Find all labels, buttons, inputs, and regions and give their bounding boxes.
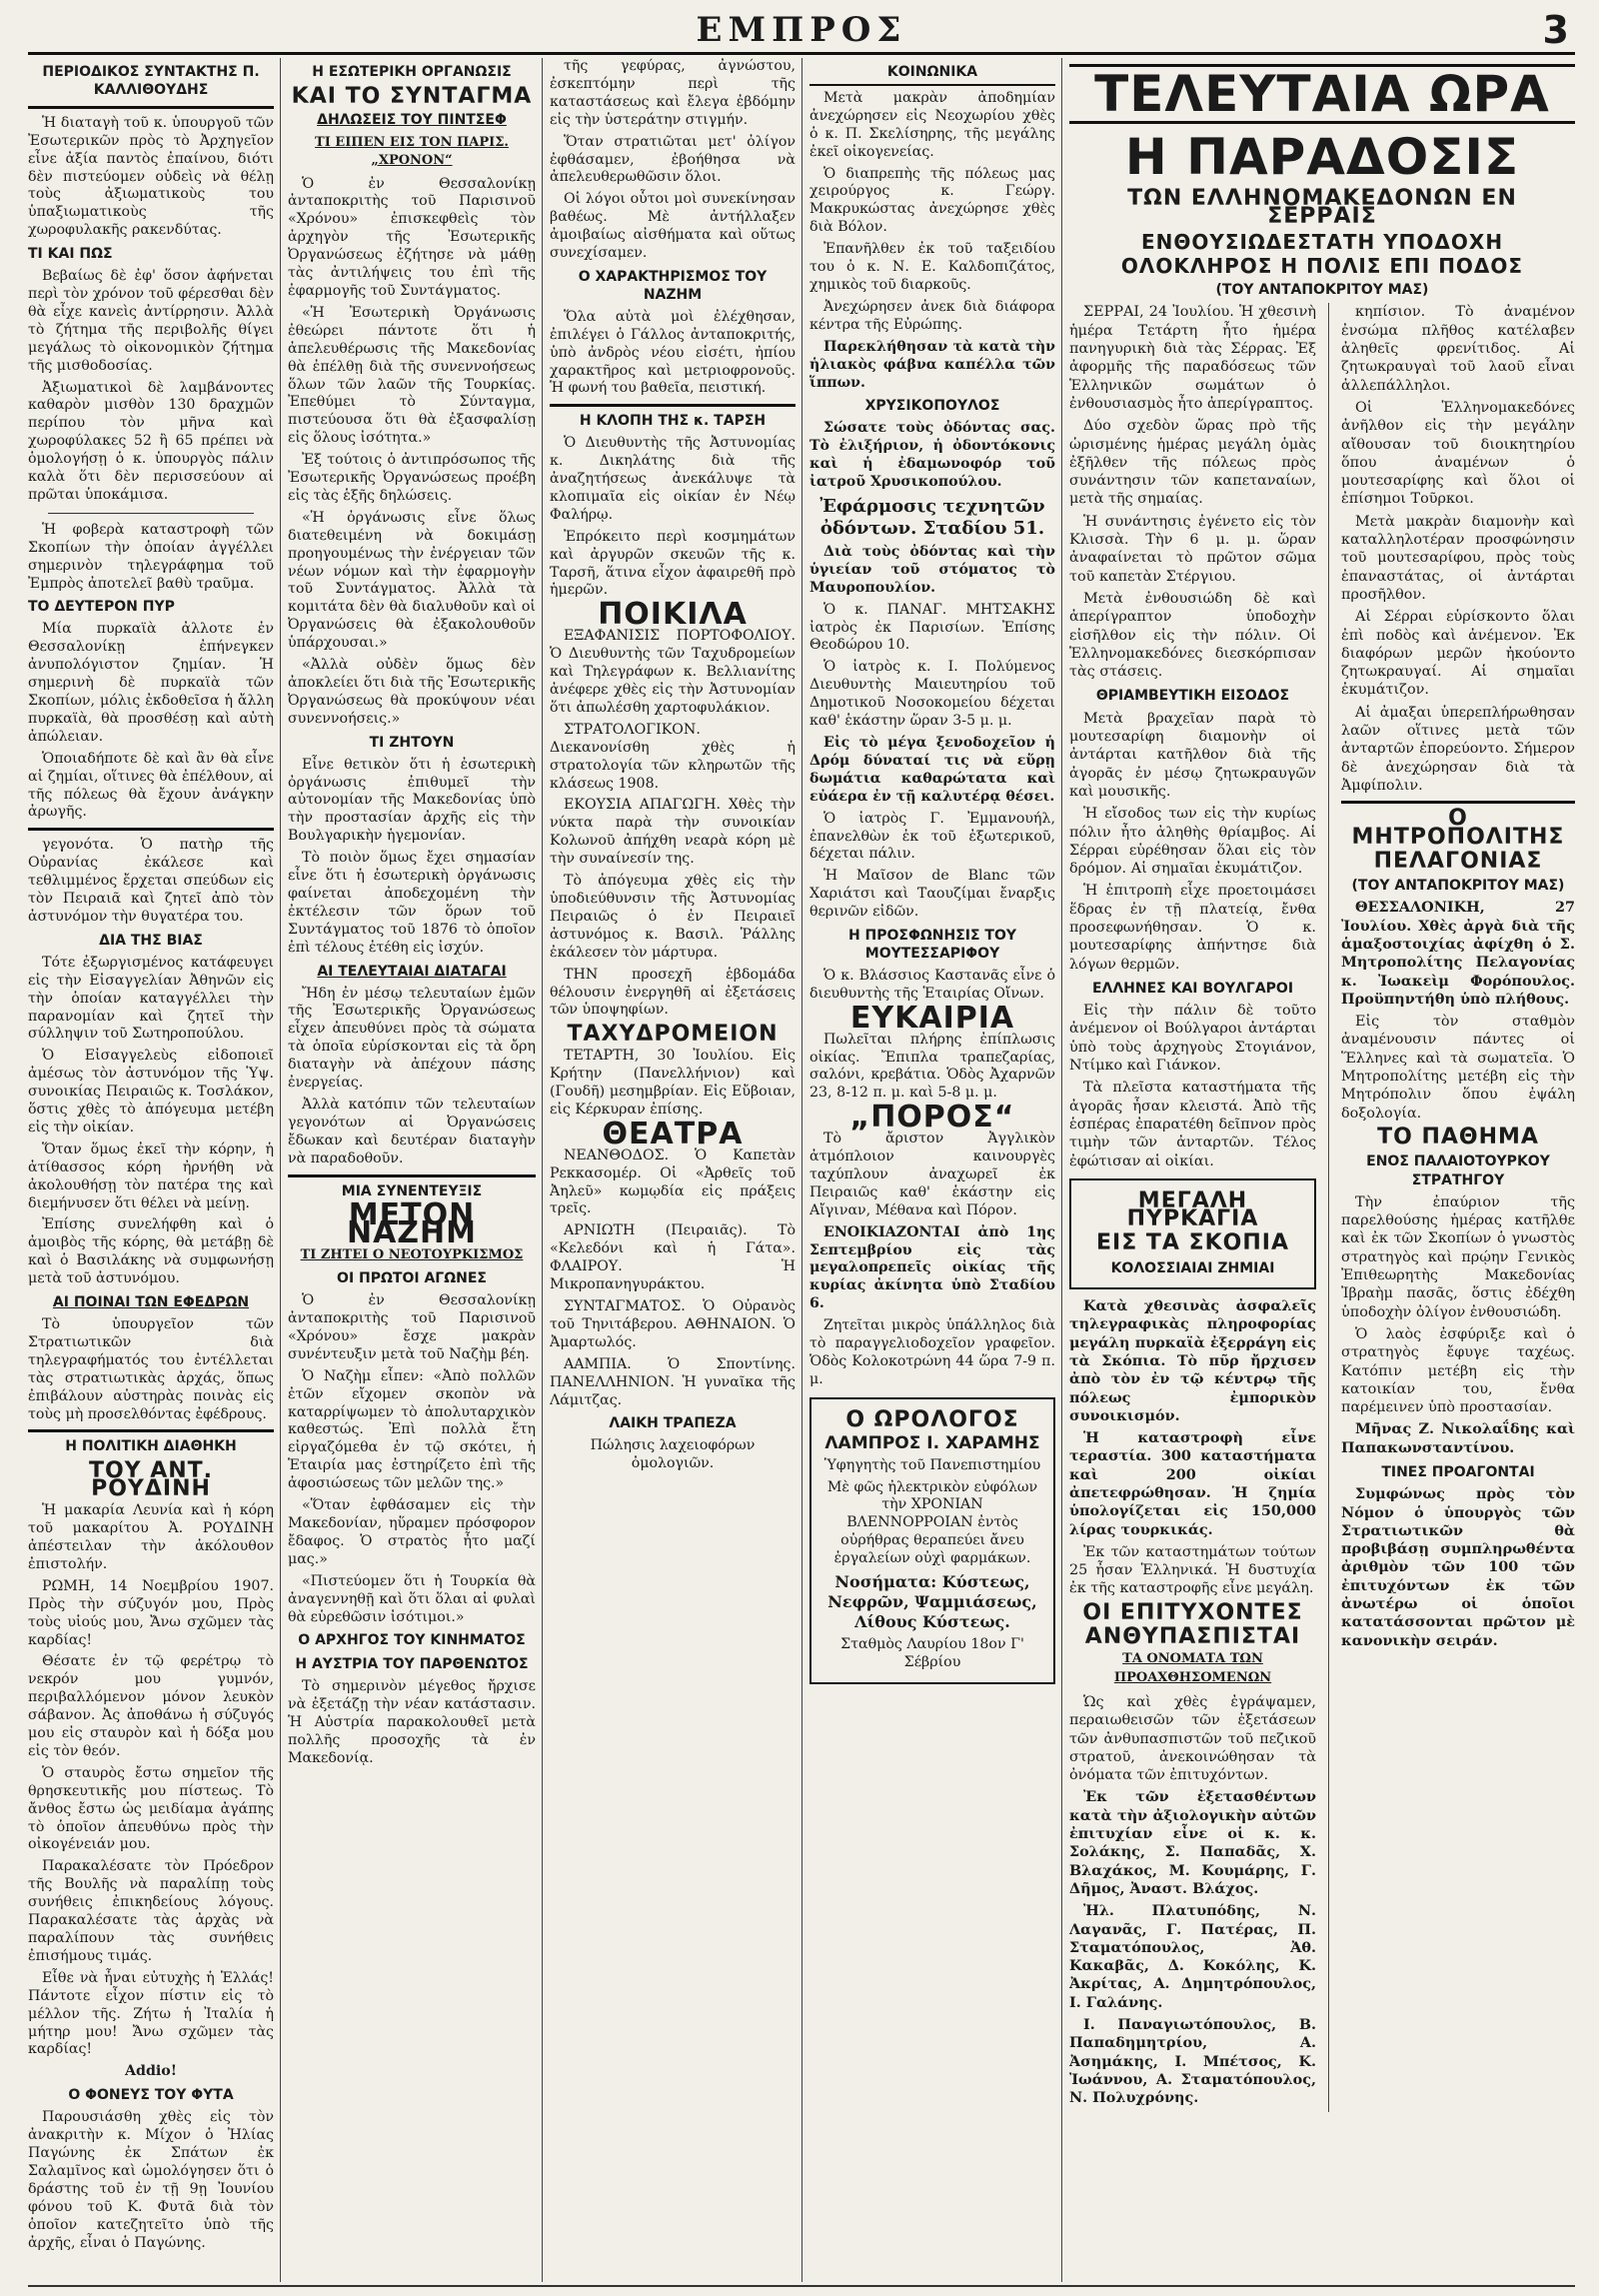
advert-text: Νοσήματα: Κύστεως, Νεφρῶν, Ψαμμιάσεως, Λίθους Κύστεως. bbox=[827, 1572, 1037, 1632]
article-paragraph: Ἀνεχώρησεν ἀνεκ διὰ διάφορα κέντρα τῆς Εὐρώπης. bbox=[809, 298, 1055, 333]
article-paragraph: ΣΤΡΑΤΟΛΟΓΙΚΟΝ. Διεκανονίσθη χθὲς ἡ στρατολογία τῶν κληρωτῶν τῆς κλάσεως 1908. bbox=[550, 721, 796, 792]
article-heading: Ο ΜΗΤΡΟΠΟΛΙΤΗΣ bbox=[1351, 806, 1565, 850]
article-paragraph: Δύο σχεδὸν ὥρας πρὸ τῆς ὡρισμένης ἡμέρας μεγάλη ὁμὰς ἐξῆλθεν τῆς πόλεως πρὸς συνάντησιν τῶν καπεταναίων, μετὰ τῆς σημαίας. bbox=[1069, 418, 1316, 508]
article-paragraph: ΤΕΤΑΡΤΗ, 30 Ἰουλίου. Εἰς Κρήτην (Πανελλήνιον) καὶ (Γουδῆ) μεσημβρίαν. Εἰς Εὔβοιαν, εἰς Κέρκυραν ἐπίσης. bbox=[550, 1048, 796, 1118]
article-paragraph: ΕΚΟΥΣΙΑ ΑΠΑΓΩΓΗ. Χθὲς τὴν νύκτα παρὰ τὴν συνοικίαν Κολωνοῦ ἀπήχθη νεαρὰ κόρη μὲ τὴν συναίνεσίν της. bbox=[550, 797, 796, 868]
article-paragraph: Συμφώνως πρὸς τὸν Νόμον ὁ ὑπουργὸς τῶν Στρατιωτικῶν θὰ προβιβάσῃ συμπληρωθέντα ἀριθμὸν τῶν 100 τῶν ἐπιτυχόντων ἐκ τῶν ἀνωτέρω οἱ ὁποῖοι κατατάσσονται πρῶτον μὲ κανονικὴν σειράν. bbox=[1341, 1485, 1575, 1649]
advert-text: Ὑφηγητὴς τοῦ Πανεπιστημίου bbox=[823, 1456, 1041, 1473]
advert-text: Εἰς τὸ μέγα ξενοδοχεῖον ἡ Δρόμ δύναταί τις νὰ εὕρῃ δωμάτια καθαρώτατα καὶ εὐάερα ἐν τῇ καλυτέρᾳ θέσει. bbox=[809, 735, 1055, 805]
article-subheading: ΤΙ ΖΗΤΕΙ Ο ΝΕΟΤΟΥΡΚΙΣΜΟΣ bbox=[300, 1247, 524, 1263]
advert-text: Ὁ κ. ΠΑΝΑΓ. ΜΗΤΣΑΚΗΣ ἰατρὸς ἐκ Παρισίων. Ἐπίσης Θεοδώρου 10. bbox=[809, 601, 1055, 654]
article-paragraph: Αἱ ἀμαξαι ὑπερεπλήρωθησαν λαῶν οἵτινες μετὰ τῶν ἀνταρτῶν ἐπορεύοντο. Σήμερον δὲ ἀνεχώρησαν διὰ τὰ Ἀμφίπολιν. bbox=[1341, 704, 1575, 794]
masthead bbox=[28, 8, 1575, 55]
article-heading: Η ΠΟΛΙΤΙΚΗ ΔΙΑΘΗΚΗ bbox=[65, 1438, 237, 1455]
article-paragraph: Μία πυρκαϊὰ ἀλλοτε ἐν Θεσσαλονίκῃ ἐπήνεγκεν ἀνυπολόγιστον ζημίαν. Ἡ σημερινὴ δὲ πυρκαϊὰ τῶν Σκοπίων, μόλις ἐκδοθεῖσα ἡ ἄλλη πυρκαϊὰ, θὰ προσθέσῃ καὶ αὐτὴ ἀπώλειαν. bbox=[28, 621, 274, 745]
article-paragraph: Τὸ ἀπόγευμα χθὲς εἰς τὴν ὑποδιεύθυνσιν τῆς Ἀστυνομίας Πειραιῶς ὁ ἐν Πειραιεῖ ἀστυνόμος κ. Βασιλ. Ῥάλλης ἐκάλεσεν τὸν μάρτυρα. bbox=[550, 873, 796, 961]
article-paragraph: «Ἀλλὰ οὐδὲν ὅμως δὲν ἀποκλείει ὅτι διὰ τῆς Ἐσωτερικῆς Ὀργανώσεως θὰ προκύψουν νέαι συνεννοήσεις.» bbox=[288, 657, 536, 727]
byline: (ΤΟΥ ΑΝΤΑΠΟΚΡΙΤΟΥ ΜΑΣ) bbox=[1351, 878, 1565, 895]
divider bbox=[28, 1429, 274, 1432]
advert-heading: „ΠΟΡΟΣ“ bbox=[849, 1100, 1015, 1136]
article-heading: ΕΙΣ ΤΑ ΣΚΟΠΙΑ bbox=[1096, 1230, 1289, 1256]
article-heading: Η ΑΥΣΤΡΙΑ ΤΟΥ ΠΑΡΘΕΝΩΤΟΣ bbox=[295, 1656, 529, 1673]
article-paragraph: Ὁ λαὸς ἐσφύριξε καὶ ὁ στρατηγὸς ἔφυγε ταχέως. Κατόπιν μετέβη εἰς τὴν κατοικίαν του, ἔνθα παρέμεινεν ὑπὸ προστασίαν. bbox=[1341, 1325, 1575, 1416]
article-paragraph: ΘΕΣΣΑΛΟΝΙΚΗ, 27 Ἰουλίου. Χθὲς ἀργὰ διὰ τῆς ἁμαξοστοιχίας ἀφίχθη ὁ Σ. Μητροπολίτης Πελαγονίας κ. Ἰωακεὶμ Φορόπουλος. Προϋπηντήθη ὑπὸ πλήθους. bbox=[1341, 899, 1575, 1008]
article-paragraph: Ἡ καταστροφὴ εἶνε τεραστία. 300 καταστήματα καὶ 200 οἰκίαι ἀπετεφρώθησαν. Ἡ ζημία ὑπολογίζεται εἰς 150,000 λίρας τουρκικάς. bbox=[1069, 1429, 1316, 1538]
headline: Η ΠΑΡΑΔΟΣΙΣ bbox=[1124, 128, 1520, 186]
divider bbox=[1341, 801, 1575, 804]
article-paragraph: ΕΞΑΦΑΝΙΣΙΣ ΠΟΡΤΟΦΟΛΙΟΥ. Ὁ Διευθυντὴς τῶν Ταχυδρομείων καὶ Τηλεγράφων κ. Βελλιανίτης ἀνέφερε χθὲς εἰς τὴν Ἀστυνομίαν ὅτι ἀπωλέσθη χαρτοφυλάκιον. bbox=[550, 628, 796, 716]
article-paragraph: ΤΗΝ προσεχῆ ἑβδομάδα θέλουσιν ἐνεργηθῆ αἱ ἐξετάσεις τῶν ὑποψηφίων. bbox=[550, 966, 796, 1019]
article-paragraph: Ἡ ἐπιτροπὴ εἶχε προετοιμάσει ἕδρας ἐν τῇ πλατείᾳ, ἔνθα προσεφωνήθησαν. Ὁ κ. μουτεσαρίφης ἀπήντησε διὰ λόγων θερμῶν. bbox=[1069, 883, 1316, 973]
article-heading: ΤΟΥ ΑΝΤ. ΡΟΥΔΙΝΗ bbox=[88, 1458, 214, 1502]
bottom-rule bbox=[28, 2285, 1575, 2287]
advert-heading: ΧΡΥΣΙΚΟΠΟΥΛΟΣ bbox=[864, 398, 1000, 415]
section-heading: ΘΕΑΤΡΑ bbox=[602, 1116, 744, 1151]
article-subheading: ΕΝΟΣ ΠΑΛΑΙΟΤΟΥΡΚΟΥ ΣΤΡΑΤΗΓΟΥ bbox=[1366, 1153, 1550, 1188]
article-paragraph: Αἱ Σέρραι εὑρίσκοντο ὅλαι ἐπὶ ποδὸς καὶ ἀνέμενον. Ἐκ διαφόρων μερῶν ἠκούοντο ζητωκραυγαί. Αἱ σημαῖαι ἐκυμάτιζον. bbox=[1341, 609, 1575, 699]
section-heading: ΠΟΙΚΙΛΑ bbox=[598, 597, 748, 633]
article-paragraph: Ἡ εἴσοδος των εἰς τὴν κυρίως πόλιν ἦτο ἀληθὴς θρίαμβος. Αἱ Σέρραι εὑρέθησαν ὅλαι εἰς τὸν δρόμον. Αἱ σημαῖαι ἐκυμάτιζον. bbox=[1069, 806, 1316, 878]
column-rule bbox=[542, 58, 543, 2282]
article-paragraph: Ἡ φοβερὰ καταστροφὴ τῶν Σκοπίων τὴν ὁποίαν ἀγγέλλει σημερινὸν τηλεγράφημα τοῦ Ἐμπρὸς ἀποτελεῖ βαθὺ τραῦμα. bbox=[28, 521, 274, 592]
article-paragraph: Εἰς τὴν πάλιν δὲ τοῦτο ἀνέμενον οἱ Βούλγαροι ἀντάρται ὑπὸ τοὺς ἀρχηγοὺς Στογιάνον, Ντίμκο καὶ Γιάνκον. bbox=[1069, 1003, 1316, 1075]
section-heading: ΤΑΧΥΔΡΟΜΕΙΟΝ bbox=[567, 1022, 779, 1048]
article-paragraph: Ἐπίσης συνελήφθη καὶ ὁ ἀμοιβὸς τῆς κόρης, θὰ μετάβῃ δὲ καὶ ὁ Βασιλάκης νὰ συμφωνήσῃ μετὰ τοῦ ἀστυνόμου. bbox=[28, 1216, 274, 1287]
article-paragraph: Εἶνε θετικὸν ὅτι ἡ ἐσωτερικὴ ὀργάνωσις ἐπιθυμεῖ τὴν αὐτονομίαν τῆς Μακεδονίας ὑπὸ τὴν προστασίαν ἀρχῆς εἰς τὴν Βουλγαρικὴν ἡγεμονίαν. bbox=[288, 756, 536, 845]
article-heading: ΜΙΑ ΣΥΝΕΝΤΕΥΞΙΣ bbox=[341, 1182, 483, 1199]
article-heading: ΜΕΤΟΝ ΝΑΖΗΜ bbox=[346, 1197, 478, 1251]
article-paragraph: Τὸ ποιὸν ὅμως ἔχει σημασίαν εἶνε ὅτι ἡ ἐσωτερικὴ ὀργάνωσις φαίνεται ἀποδεχομένη τὴν ἐκτέλεσιν τῶν ὅρων τοῦ Συντάγματος τοῦ 1876 τὸ ὁποῖον ἐπὶ τέλους ἐτέθη εἰς ἰσχύν. bbox=[288, 850, 536, 956]
advert-heading: Ο ΩΡΟΛΟΓΟΣ bbox=[845, 1406, 1019, 1432]
column-rule bbox=[1061, 58, 1062, 2282]
section-banner: ΤΕΛΕΥΤΑΙΑ ΩΡΑ bbox=[1069, 64, 1575, 124]
article-paragraph: Ὁποιαδήποτε δὲ καὶ ἂν θὰ εἶνε αἱ ζημίαι, οἵτινες θὰ ἐπέλθουν, αἱ τῆς πόλεως θὰ ἔχουν ἀνάγκην ἀρωγῆς. bbox=[28, 750, 274, 821]
article-paragraph: Ὁ Εἰσαγγελεὺς εἰδοποιεῖ ἀμέσως τὸν ἀστυνόμον τῆς Ὑψ. συνοικίας Πειραιῶς κ. Τοσλάκον, ὅστις χθὲς τὸ ἀπόγευμα μετέβη εἰς τὴν οἰκίαν. bbox=[28, 1048, 274, 1136]
article-paragraph: ΡΩΜΗ, 14 Νοεμβρίου 1907. Πρὸς τὴν σύζυγόν μου, Πρὸς τοὺς υἱούς μου, Ἄνω σχῶμεν τὰς καρδίας! bbox=[28, 1577, 274, 1648]
article-paragraph: Ἠλ. Πλατυπόδης, Ν. Λαγανᾶς, Γ. Πατέρας, Π. Σταματόπουλος, Ἀθ. Κακαβᾶς, Δ. Κοκόλης, Κ. Ἀκρίτας, Α. Δημητρόπουλος, Ι. Γαλάνης. bbox=[1069, 1902, 1316, 2011]
article-paragraph: ΝΕΑΝΘΟΔΟΣ. Ὁ Καπετὰν Ρεκκασομέρ. Οἱ «Ἀρθεῖς τοῦ Ἀηλεῦ» κωμῳδία εἰς πράξεις τρεῖς. bbox=[550, 1147, 796, 1217]
article-box bbox=[1069, 1178, 1316, 1289]
article-paragraph: Ἐκ τῶν ἐξετασθέντων κατὰ τὴν ἀξιολογικὴν αὐτῶν ἐπιτυχίαν εἶνε οἱ κ. κ. Σολάκης, Σ. Παπαδᾶς, Χ. Βλαχάκος, Μ. Κουμάρης, Γ. Δῆμος, Ἀναστ. Βλάχος. bbox=[1069, 1788, 1316, 1897]
article-heading: ΤΟ ΔΕΥΤΕΡΟΝ ΠΥΡ bbox=[28, 599, 175, 616]
subcolumn-right bbox=[1341, 303, 1575, 2111]
article-paragraph: Μῆνας Ζ. Νικολαΐδης καὶ Παπακωνσταντίνου. bbox=[1341, 1420, 1575, 1456]
column-rule bbox=[801, 58, 802, 2282]
article-subheading: ΚΟΛΟΣΣΙΑΙΑΙ ΖΗΜΙΑΙ bbox=[1110, 1259, 1275, 1276]
advert-text: Σώσατε τοὺς ὀδόντας σας. Τὸ ἐλιξήριον, ἡ ὀδοντόκονις καὶ ἡ ἐδαμωνοφόρ τοῦ ἰατροῦ Χρυσικοπούλου. bbox=[809, 420, 1055, 491]
article-paragraph: Εἶθε νὰ ἦναι εὐτυχὴς ἡ Ἑλλάς! Πάντοτε εἶχον πίστιν εἰς τὸ μέλλον τῆς. Ζήτω ἡ Ἰταλία ἡ μήτηρ μου! Ἄνω σχῶμεν τὰς καρδίας! bbox=[28, 1969, 274, 2058]
article-paragraph: Τὸ σημερινὸν μέγεθος ἤρχισε νὰ ἐξετάζῃ τὴν νέαν κατάστασιν. Ἡ Αὐστρία παρακολουθεῖ μετὰ πολλῆς προσοχῆς τὰ ἐν Μακεδονίᾳ. bbox=[288, 1678, 536, 1766]
column-1 bbox=[28, 58, 274, 2282]
article-paragraph: Ἐπρόκειτο περὶ κοσμημάτων καὶ ἀργυρῶν σκευῶν τῆς κ. Ταρσῆ, ἅτινα εἶχον ἀφαιρεθῆ πρὸ ἡμερῶν. bbox=[550, 528, 796, 599]
article-paragraph: Εἰς τὸν σταθμὸν ἀναμένουσιν πάντες οἱ Ἕλληνες καὶ τὰ σωματεῖα. Ὁ Μητροπολίτης μετέβη εἰς τὴν Μητρόπολιν ὅπου ἐψάλη δοξολογία. bbox=[1341, 1014, 1575, 1122]
byline: (ΤΟΥ ΑΝΤΑΠΟΚΡΙΤΟΥ ΜΑΣ) bbox=[1215, 282, 1429, 299]
article-heading: ΕΛΛΗΝΕΣ ΚΑΙ ΒΟΥΛΓΑΡΟΙ bbox=[1091, 980, 1294, 997]
article-heading: ΠΕΡΙΟΔΙΚΟΣ ΣΥΝΤΑΚΤΗΣ Π. ΚΑΛΛΙΘΟΥΔΗΣ bbox=[42, 64, 260, 98]
subcolumn-left bbox=[1069, 303, 1316, 2111]
kicker: ΤΙ ΚΑΙ ΠΩΣ bbox=[28, 246, 113, 263]
article-paragraph: Κατὰ χθεσινὰς ἀσφαλεῖς τηλεγραφικὰς πληροφορίας μεγάλη πυρκαϊὰ ἐξερράγη εἰς τὰ Σκόπια. Τὸ πῦρ ἤρχισεν ἀπὸ τὸν ἐν τῷ κέντρῳ τῆς πόλεως ἐμπορικὸν συνοικισμόν. bbox=[1069, 1297, 1316, 1424]
article-paragraph: Μετὰ βραχεῖαν παρὰ τὸ μουτεσαρίφη διαμονὴν οἱ ἀντάρται κατῆλθον διὰ τῆς ἀγορᾶς ἐν μέσῳ ζητωκραυγῶν καὶ μουσικῆς. bbox=[1069, 710, 1316, 800]
headline-subtitle: ΕΝΘΟΥΣΙΩΔΕΣΤΑΤΗ ΥΠΟΔΟΧΗ bbox=[1140, 229, 1504, 254]
article-heading: ΟΙ ΕΠΙΤΥΧΟΝΤΕΣ bbox=[1082, 1599, 1303, 1625]
advert-text: ΕΝΟΙΚΙΑΖΟΝΤΑΙ ἀπὸ 1ης Σεπτεμβρίου εἰς τὰς μεγαλοπρεπεῖς οἰκίας τῆς κυρίας ἀκίνητα ὑπὸ Σταδίου 6. bbox=[809, 1223, 1055, 1312]
advert-box bbox=[809, 1397, 1055, 1684]
article-subheading: ΤΑ ΟΝΟΜΑΤΑ ΤΩΝ ΠΡΟΑΧΘΗΣΟΜΕΝΩΝ bbox=[1113, 1651, 1272, 1685]
article-paragraph: ΑΑΜΠΙΑ. Ὁ Σποντίνης. ΠΑΝΕΛΛΗΝΙΟΝ. Ἡ γυναῖκα τῆς Λάμιτζας. bbox=[550, 1355, 796, 1408]
article-paragraph: Ἡ μακαρία Λευνία καὶ ἡ κόρη τοῦ μακαρίτου Ἀ. ΡΟΥΔΙΝΗ ἀπέστειλαν τὴν ἀκόλουθον ἐπιστολήν. bbox=[28, 1502, 274, 1572]
column-2 bbox=[288, 58, 536, 2282]
article-paragraph: τῆς γεφύρας, ἀγνώστου, ἐσκεπτόμην περὶ τῆς καταστάσεως καὶ ἔλεγα ἐβδόμην εἰς τὴν ὑστεράτην στιγμήν. bbox=[550, 58, 796, 128]
divider bbox=[28, 828, 274, 831]
two-column-article bbox=[1069, 303, 1575, 2111]
article-paragraph: Παρουσιάσθη χθὲς εἰς τὸν ἀνακριτὴν κ. Μίχον ὁ Ἠλίας Παγώνης ἐκ Σπάτων ἐκ Σαλαμῖνος καὶ ὡμολόγησεν ὅτι ὁ δράστης τοῦ ἐν τῇ 9ῃ Ἰουνίου φόνου τοῦ Κ. Φυτᾶ διὰ τὸν ὁποῖον κατεζητεῖτο ὑπὸ τῆς ἀρχῆς, εἶναι ὁ Παγώνης. bbox=[28, 2109, 274, 2251]
headline-subtitle: ΟΛΟΚΛΗΡΟΣ Η ΠΟΛΙΣ ΕΠΙ ΠΟΔΟΣ bbox=[1120, 253, 1524, 278]
advert-heading: ΛΑΜΠΡΟΣ Ι. ΧΑΡΑΜΗΣ bbox=[824, 1432, 1040, 1453]
section-heading: ΛΑΙΚΗ ΤΡΑΠΕΖΑ bbox=[609, 1415, 737, 1432]
article-paragraph: Ὁ σταυρὸς ἔστω σημεῖον τῆς θρησκευτικῆς μου πίστεως. Τὸ ἄνθος ἔστω ὡς μειδίαμα ἀγάπης τὸ ὁποῖον ἀπευθύνω πρὸς τὴν οἰκογένειάν μου. bbox=[28, 1764, 274, 1853]
divider bbox=[550, 404, 796, 407]
article-paragraph: Παρεκλήθησαν τὰ κατὰ τὴν ἡλιακὸς φάβνα καπέλλα τῶν ἵππων. bbox=[809, 338, 1055, 391]
article-paragraph: γεγονότα. Ὁ πατὴρ τῆς Οὐρανίας ἐκάλεσε καὶ τεθλιμμένος ἔρχεται σπεύδων εἰς τὸν Πειραιᾶ καὶ ζητεῖ ἀπὸ τὸν ἀστυνόμον τὴν θυγατέρα του. bbox=[28, 837, 274, 925]
article-heading: Ο ΑΡΧΗΓΟΣ ΤΟΥ ΚΙΝΗΜΑΤΟΣ bbox=[298, 1632, 526, 1649]
article-paragraph: Τὴν ἐπαύριον τῆς παρελθούσης ἡμέρας κατῆλθε καὶ ἐκ τῶν Σκοπίων ὁ γνωστὸς στρατηγὸς καὶ πρῴην Γενικὸς Ἐπιθεωρητὴς Μακεδονίας Ἰβραὴμ πασᾶς, ὅστις ἐδέχθη ὑποδοχὴν ὀλίγον ἐνθουσιώδη. bbox=[1341, 1193, 1575, 1320]
article-paragraph: Ὅταν ὅμως ἐκεῖ τὴν κόρην, ἡ ἀτίθασσος κόρη ἠρνήθη νὰ ἀκολουθήσῃ τὸν πατέρα της καὶ διεμήνυσεν ὅτι θέλει νὰ μείνῃ. bbox=[28, 1141, 274, 1211]
column-5 bbox=[1069, 58, 1575, 2282]
article-subheading: ΟΙ ΠΡΩΤΟΙ ΑΓΩΝΕΣ bbox=[337, 1270, 487, 1287]
column-rule bbox=[280, 58, 281, 2282]
article-paragraph: Τότε ἐξωργισμένος κατάφευγει εἰς τὴν Εἰσαγγελίαν Ἀθηνῶν εἰς τὴν ὁποίαν καταγγέλλει τὴν παρανομίαν καὶ ζητεῖ τὴν σύλληψιν τοῦ Σωτηροπούλου. bbox=[28, 954, 274, 1043]
page-number: 3 bbox=[1542, 8, 1569, 52]
article-subheading: ΤΙ ΕΙΠΕΝ ΕΙΣ ΤΟΝ ΠΑΡΙΣ. „ΧΡΟΝΟΝ“ bbox=[315, 134, 509, 168]
article-paragraph: Ὁ Διευθυντὴς τῆς Ἀστυνομίας κ. Δικηλάτης διὰ τῆς ἀναζητήσεως ἀνεκάλυψε τὰ κλοπιμαῖα εἰς οἰκίαν ἐν Νέῳ Φαλήρῳ. bbox=[550, 435, 796, 523]
article-heading: Ο ΧΑΡΑΚΤΗΡΙΣΜΟΣ ΤΟΥ ΝΑΖΗΜ bbox=[578, 268, 768, 303]
advert-text: Ὁ ἰατρὸς κ. Ι. Πολύμενος Διευθυντὴς Μαιευτηρίου τοῦ Δημοτικοῦ Νοσοκομείου δέχεται καθ' ἑκάστην ὥραν 3-5 μ. μ. bbox=[809, 659, 1055, 730]
article-heading: ΤΙ ΖΗΤΟΥΝ bbox=[369, 734, 455, 751]
article-paragraph: «Ὅταν ἐφθάσαμεν εἰς τὴν Μακεδονίαν, ηὕραμεν πρόσφορον ἔδαφος. Ὁ στρατὸς ἦτο μαζί μας.» bbox=[288, 1497, 536, 1567]
article-paragraph: Ὁ ἐν Θεσσαλονίκῃ ἀνταποκριτὴς τοῦ Παρισινοῦ «Χρόνου» ἔσχε μακρὰν συνέντευξιν μετὰ τοῦ Ναζὴμ βέη. bbox=[288, 1292, 536, 1362]
article-heading: ΑΝΘΥΠΑΣΠΙΣΤΑΙ bbox=[1084, 1624, 1301, 1650]
newspaper-title: ΕΜΠΡΟΣ bbox=[696, 10, 907, 50]
article-subheading: ΔΗΛΩΣΕΙΣ ΤΟΥ ΠΙΝΤΣΕΦ bbox=[317, 111, 507, 128]
advert-text: Τὸ ἄριστον Ἀγγλικὸν ἀτμόπλοιον καινουργὲς ταχύπλουν ἀναχωρεῖ ἐκ Πειραιῶς καθ' ἑκάστην εἰς Αἴγιναν, Μέθανα καὶ Πόρον. bbox=[809, 1131, 1055, 1218]
article-paragraph: Οἱ Ἑλληνομακεδόνες ἀνῆλθον εἰς τὴν μεγάλην αἴθουσαν τοῦ διοικητηρίου ὅπου ἀναμένων ὁ μουτεσαρίφης καὶ ὅλοι οἱ ἐπίσημοι Τοῦρκοι. bbox=[1341, 399, 1575, 508]
article-heading: Η ΚΛΟΠΗ ΤΗΣ κ. ΤΑΡΣΗ bbox=[579, 413, 767, 430]
advert-text: Σταθμὸς Λαυρίου 18ον Γ' Σέβρίου bbox=[840, 1636, 1024, 1670]
article-paragraph: Ι. Παναγιωτόπουλος, Β. Παπαδημητρίου, Α. Ἀσημάκης, Ι. Μπέτσος, Κ. Ἰωάννου, Α. Σταματόπουλος, Ν. Πολυχρόνης. bbox=[1069, 2016, 1316, 2107]
article-paragraph: Ἐπανῆλθεν ἐκ τοῦ ταξειδίου του ὁ κ. Ν. Ε. Καλδοπιζάτος, χημικὸς τοῦ διαρκοῦς. bbox=[809, 241, 1055, 293]
article-paragraph: Τὸ ὑπουργεῖον τῶν Στρατιωτικῶν διὰ τηλεγραφήματός του ἐντέλλεται τὰς στρατιωτικὰς ἀρχάς, ὅπως ἐπιβάλουν αὐστηρὰς ποινὰς εἰς τοὺς μὴ προσελθόντας ἐφέδρους. bbox=[28, 1316, 274, 1422]
article-paragraph: Ὅταν στρατιῶται μετ' ὀλίγον ἐφθάσαμεν, ἐβοήθησα νὰ ἀπελευθερωθῶσιν ὅλοι. bbox=[550, 133, 796, 186]
advert-text: Πωλεῖται πλήρης ἐπίπλωσις οἰκίας. Ἔπιπλα τραπεζαρίας, σαλόνι, κρεβάτια. Ὁδὸς Ἀχαρνῶν 23, 8-12 π. μ. καὶ 5-8 μ. μ. bbox=[809, 1031, 1055, 1102]
article-paragraph: ΑΡΝΙΩΤΗ (Πειραιᾶς). Τὸ «Κελεδόνι καὶ ἡ Γάτα». ΦΛΑΙΡΟΥ. Ἡ Μικροπανηγυράκτου. bbox=[550, 1222, 796, 1293]
article-heading: Η ΕΣΩΤΕΡΙΚΗ ΟΡΓΑΝΩΣΙΣ bbox=[312, 64, 512, 80]
article-paragraph: Ἤδη ἐν μέσῳ τελευταίων ἐμῶν τῆς Ἐσωτερικῆς Ὀργανώσεως εἶχεν ἀπευθύνει πρὸς τὰ σώματα τὰ ὁποῖα εὑρίσκονται εἰς τὰ ὄρη διαταγὴν νὰ ἀπέχουν πάσης ἐνεργείας. bbox=[288, 985, 536, 1092]
article-heading: Ο ΦΟΝΕΥΣ ΤΟΥ ΦΥΤΑ bbox=[68, 2087, 234, 2104]
article-heading: ΑΙ ΠΟΙΝΑΙ ΤΩΝ ΕΦΕΔΡΩΝ bbox=[52, 1294, 250, 1311]
advert-text: Ἡ Μαῖσον de Blanc τῶν Χαριάτσι καὶ Ταουζίμαι ἔναρξις θερινῶν εἰδῶν. bbox=[809, 868, 1055, 921]
article-paragraph: κηπίσιον. Τὸ ἀναμένον ἐνσώμα πλῆθος κατέλαβεν ἀληθεῖς φρενίτιδος. Αἱ ζητωκραυγαὶ τοῦ λαοῦ εἶναι ἀλλεπάλληλοι. bbox=[1341, 304, 1575, 394]
article-paragraph: Ἀξιωματικοὶ δὲ λαμβάνοντες καθαρὸν μισθὸν 130 δραχμῶν περίπου τὸν μῆνα καὶ χωροφύλακες 52 ἢ 65 πρέπει νὰ ὁμολογήσῃ ὁ κ. ὑπουργὸς πάλιν καλὰ ὅτι δὲν περισσεύουν αἱ πρῶται ὑποκάμισα. bbox=[28, 379, 274, 503]
article-paragraph: Βεβαίως δὲ ἐφ' ὅσον ἀφήνεται περὶ τὸν χρόνον τοῦ φέρεσθαι δὲν θὰ εἶχε κανεὶς ἀντίρρησιν. Ἀλλὰ τὸ ζήτημα τῆς περιβολῆς θίγει μεγάλως τὸ οἰκονομικὸν ζήτημα τῆς μισθοδοσίας. bbox=[28, 268, 274, 374]
advert-text: Μὲ φῶς ἠλεκτρικὸν εὐφόλων τὴν ΧΡΟΝΙΑΝ ΒΛΕΝΝΟΡΡΟΙΑΝ ἐντὸς οὐρήθρας θεραπεύει ἄνευ ἐργαλείων οὐχὶ φαρμάκων. bbox=[826, 1478, 1038, 1567]
article-paragraph: Μετὰ ἐνθουσιώδη δὲ καὶ ἀπερίγραπτον ὑποδοχὴν εἰσῆλθον εἰς τὴν πόλιν. Οἱ Ἑλληνομακεδόνες διεσκόρπισαν τὰς στάσεις. bbox=[1069, 590, 1316, 681]
article-heading: ΤΟ ΠΑΘΗΜΑ bbox=[1377, 1124, 1539, 1149]
article-paragraph: Ἡ διαταγὴ τοῦ κ. ὑπουργοῦ τῶν Ἐσωτερικῶν πρὸς τὸ Ἀρχηγεῖον εἶνε ἀξία παντὸς ἐπαίνου, διότι δὲν πιστεύομεν οὐδεὶς νὰ θέλῃ τοὺς ἀξιωματικοὺς του ὑπαξιωματικοὺς τῆς χωροφυλακῆς ρακενδύτας. bbox=[28, 114, 274, 239]
advert-text: Ἐφάρμοσις τεχνητῶν ὀδόντων. Σταδίου 51. bbox=[819, 495, 1045, 539]
article-paragraph: Μετὰ μακρὰν ἀποδημίαν ἀνεχώρησεν εἰς Νεοχωρίου χθὲς ὁ κ. Π. Σκελίσηρης, τῆς μεγάλης ἐκεῖ οἰκογενείας. bbox=[809, 89, 1055, 160]
article-paragraph: Θέσατε ἐν τῷ φερέτρῳ τὸ νεκρόν μου γυμνόν, περιβαλλόμενον μόνον λευκὸν σάβανον. Ἀς ἀποθάνω ἡ σύζυγός μου εἰς σταυρὸν καὶ ἡ δόξα μου εἰς τὸν θεόν. bbox=[28, 1653, 274, 1759]
article-paragraph: «Ἡ ὀργάνωσις εἶνε ὅλως διατεθειμένη νὰ δοκιμάσῃ προηγουμένως τὴν ἐνέργειαν τῶν νέων νόμων καὶ τὴν ἐφαρμογὴν τοῦ Συντάγματος. Ἀλλὰ τὰ κομιτάτα δὲν θὰ διαλυθοῦν καὶ οἱ Ὀργανώσεις θὰ ἐξακολουθοῦν ὑπάρχουσαι.» bbox=[288, 509, 536, 652]
article-heading: Η ΠΡΟΣΦΩΝΗΣΙΣ ΤΟΥ ΜΟΥΤΕΣΣΑΡΙΦΟΥ bbox=[847, 928, 1017, 962]
advert-heading: ΕΥΚΑΙΡΙΑ bbox=[849, 1000, 1015, 1036]
article-paragraph: Ἐκ τῶν καταστημάτων τούτων 25 ἦσαν Ἑλληνικά. Ἡ δυστυχία ἐκ τῆς καταστροφῆς εἶνε μεγάλη. bbox=[1069, 1543, 1316, 1597]
article-paragraph: Ὁ διαπρεπὴς τῆς πόλεως μας χειρούργος κ. Γεώργ. Μακρυκώστας ἀνεχώρησε χθὲς διὰ Βόλον. bbox=[809, 165, 1055, 236]
column-3 bbox=[550, 58, 796, 2282]
article-heading: ΚΑΙ ΤΟ ΣΥΝΤΑΓΜΑ bbox=[291, 83, 533, 109]
advert-text: Διὰ τοὺς ὀδόντας καὶ τὴν ὑγιείαν τοῦ στόματος τὸ Μαυροπουλίον. bbox=[809, 543, 1055, 596]
article-paragraph: «Πιστεύομεν ὅτι ἡ Τουρκία θὰ ἀναγεννηθῇ καὶ ὅτι ὅλαι αἱ φυλαὶ θὰ εὑρεθῶσιν ἰσότιμοι.» bbox=[288, 1572, 536, 1625]
article-paragraph: Ἀλλὰ κατόπιν τῶν τελευταίων γεγονότων αἱ Ὀργανώσεις ἔδωκαν καὶ δευτέραν διαταγὴν νὰ παραδοθοῦν. bbox=[288, 1096, 536, 1166]
divider bbox=[28, 106, 274, 109]
article-paragraph: «Ἡ Ἐσωτερικὴ Ὀργάνωσις ἐθεώρει πάντοτε ὅτι ἡ ἀπελευθέρωσις τῆς Μακεδονίας θὰ ἐπέλθῃ διὰ τῆς συνεννοήσεως ὅλων τῶν λαῶν τῆς Τουρκίας. Ἐπεθύμει τὸ Σύνταγμα, πιστεύουσα ὅτι θὰ ἐξασφαλίσῃ εἰς ὅλους ἰσότητα.» bbox=[288, 304, 536, 447]
article-paragraph: Ὁ Ναζὴμ εἶπεν: «Ἀπὸ πολλῶν ἐτῶν εἴχομεν σκοπὸν νὰ καταρρίψωμεν τὸ ἀπολυταρχικὸν καθεστώς. Ἐπὶ πολλὰ ἔτη εἰργαζόμεθα ἐν τῷ σκότει, ἡ Ἑταιρία μας ἐστηρίζετο ἐπὶ τῆς ἀφοσιώσεως τῶν μελῶν της.» bbox=[288, 1367, 536, 1492]
article-heading: ΜΕΓΑΛΗ ΠΥΡΚΑΓΙΑ bbox=[1126, 1187, 1259, 1232]
article-heading: ΤΙΝΕΣ ΠΡΟΑΓΟΝΤΑΙ bbox=[1381, 1464, 1535, 1480]
article-paragraph: Τὰ πλεῖστα καταστήματα τῆς ἀγορᾶς ἦσαν κλειστά. Ἀπὸ τῆς ἑσπέρας ἐπαρατέθη δεῖπνον πρὸς τιμὴν τῶν ἀνταρτῶν. Τέλος ἐφώτισαν αἱ οἰκίαι. bbox=[1069, 1080, 1316, 1169]
column-4 bbox=[809, 58, 1055, 2282]
article-paragraph: Ἡ συνάντησις ἐγένετο εἰς τὸν Κλισσὰ. Τὴν 6 μ. μ. ὥραν ἀναφαίνεται τὸ πρῶτον σῶμα τοῦ καπετὰν Στέργιου. bbox=[1069, 513, 1316, 585]
divider bbox=[288, 1174, 536, 1177]
article-paragraph: Ὅλα αὐτὰ μοὶ ἐλέχθησαν, ἐπιλέγει ὁ Γάλλος ἀνταποκριτής, ὑπὸ ἀνδρὸς νέου εἰσέτι, ἠπίου χαρακτῆρος καὶ μετριοφρονοῦς. Ἡ φωνή του βαθεῖα, πειστική. bbox=[550, 308, 796, 397]
article-heading: ΠΕΛΑΓΟΝΙΑΣ bbox=[1373, 848, 1543, 874]
advert-text: Ζητεῖται μικρὸς ὑπάλληλος διὰ τὸ παραγγελιοδοχεῖον γραφεῖον. Ὁδὸς Κολοκοτρώνη 44 ὥρα 7-9 π. μ. bbox=[809, 1317, 1055, 1387]
headline-subtitle: ΤΩΝ ΕΛΛΗΝΟΜΑΚΕΔΟΝΩΝ ΕΝ ΣΕΡΡΑΙΣ bbox=[1127, 186, 1517, 230]
newspaper-page bbox=[28, 58, 1575, 2282]
article-heading: ΘΡΙΑΜΒΕΥΤΙΚΗ ΕΙΣΟΔΟΣ bbox=[1095, 688, 1290, 705]
article-paragraph: Ὡς καὶ χθὲς ἐγράψαμεν, περαιωθεισῶν τῶν ἐξετάσεων τῶν ἀνθυπασπιστῶν τοῦ πεζικοῦ στρατοῦ, ἀνεκοινώθησαν τὰ ὀνόματα τῶν ἐπιτυχόντων. bbox=[1069, 1693, 1316, 1784]
article-heading: ΔΙΑ ΤΗΣ ΒΙΑΣ bbox=[99, 932, 203, 949]
divider bbox=[48, 513, 254, 514]
article-paragraph: Παρακαλέσατε τὸν Πρόεδρον τῆς Βουλῆς νὰ παραλίπῃ τοὺς συνήθεις ἐπικηδείους λόγους. Παρακαλέσατε τὰς ἀρχὰς νὰ παραλίπουν τὰς συνήθεις ἐπισήμους τιμάς. bbox=[28, 1858, 274, 1964]
article-paragraph: ΣΥΝΤΑΓΜΑΤΟΣ. Ὁ Οὐρανὸς τοῦ Τηνιτάβερου. ΑΘΗΝΑΙΟΝ. Ὁ Ἀμαρτωλός. bbox=[550, 1298, 796, 1350]
article-paragraph: Ὁ ἐν Θεσσαλονίκῃ ἀνταποκριτὴς τοῦ Παρισινοῦ «Χρόνου» ἐπισκεφθεὶς τὸν ἀρχηγὸν τῆς Ἐσωτερικῆς Ὀργανώσεως ἐζήτησε νὰ μάθῃ τὰς ἀντιλήψεις του ἐπὶ τῆς ἐφαρμογῆς τοῦ Συντάγματος. bbox=[288, 175, 536, 299]
column-rule bbox=[1328, 303, 1329, 2111]
article-heading: ΑΙ ΤΕΛΕΥΤΑΙΑΙ ΔΙΑΤΑΓΑΙ bbox=[317, 963, 507, 980]
article-paragraph: Ἐξ τούτοις ὁ ἀντιπρόσωπος τῆς Ἐσωτερικῆς Ὀργανώσεως προέβη εἰς τὰς ἑξῆς δηλώσεις. bbox=[288, 452, 536, 504]
article-paragraph: Οἱ λόγοι οὗτοι μοὶ συνεκίνησαν βαθέως. Μὲ ἀντήλλαξεν ἀμοιβαίως αἰσθήματα καὶ οὕτως συνεχίσαμεν. bbox=[550, 191, 796, 262]
advert-text: Ὁ κ. Βλάσσιος Καστανᾶς εἶνε ὁ διευθυντὴς τῆς Ἑταιρίας Οἴνων. bbox=[809, 967, 1055, 1002]
article-paragraph: Πώλησις λαχειοφόρων ὀμολογιῶν. bbox=[590, 1437, 756, 1472]
section-heading: ΚΟΙΝΩΝΙΚΑ bbox=[809, 64, 1055, 86]
article-paragraph: ΣΕΡΡΑΙ, 24 Ἰουλίου. Ἡ χθεσινὴ ἡμέρα Τετάρτη ἦτο ἡμέρα πανηγυρικὴ διὰ τὰς Σέρρας. Ἐξ ἀφορμῆς τῆς παραδόσεως τῶν Ἑλληνικῶν σωμάτων ὁ ἐνθουσιασμὸς ἦτο ἀπερίγραπτος. bbox=[1069, 304, 1316, 412]
advert-text: Ὁ ἰατρὸς Γ. Ἐμμανουήλ, ἐπανελθὼν ἐκ τοῦ ἐξωτερικοῦ, δέχεται πάλιν. bbox=[809, 810, 1055, 863]
closing-line: Addio! bbox=[125, 2063, 177, 2080]
article-paragraph: Μετὰ μακρὰν διαμονὴν καὶ καταλληλοτέραν προσφώνησιν τοῦ μουτεσαρίφου, πρὸς τοὺς ἐπαναστάτας, οἱ ἀντάρται προσῆλθον. bbox=[1341, 513, 1575, 603]
